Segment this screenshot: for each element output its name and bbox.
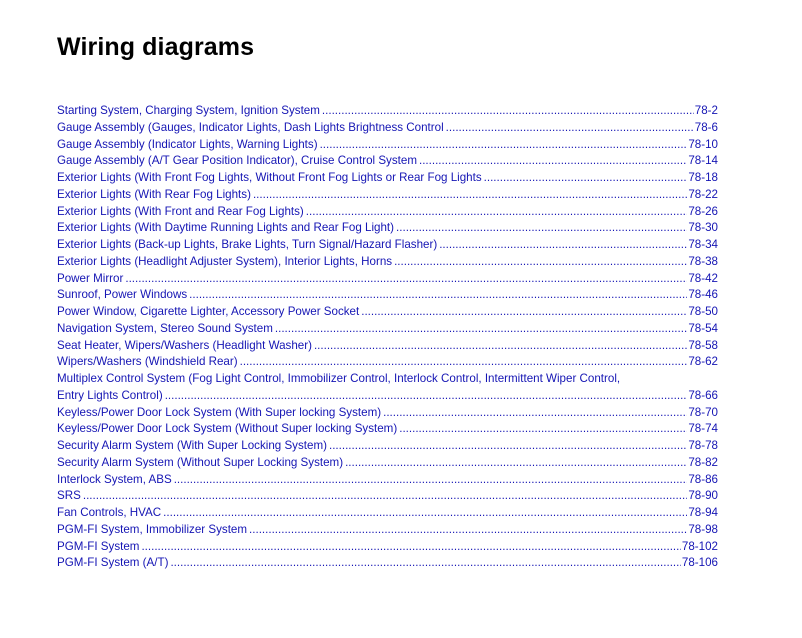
toc-entry[interactable]	[57, 271, 718, 288]
toc-entry[interactable]	[57, 371, 718, 405]
toc-entry-page: 78-66	[688, 388, 718, 402]
toc-entry[interactable]	[57, 455, 718, 472]
toc-entry-page: 78-102	[681, 539, 718, 553]
toc-entry[interactable]	[57, 555, 718, 572]
toc-entry-label: Power Mirror	[57, 271, 124, 285]
dot-leader	[439, 237, 687, 254]
toc-entry-label: PGM-FI System (A/T)	[57, 556, 169, 570]
toc-entry[interactable]	[57, 321, 718, 338]
toc-entry-page: 78-10	[688, 137, 718, 151]
toc-entry[interactable]	[57, 187, 718, 204]
dot-leader	[396, 220, 687, 237]
toc-entry-label: Keyless/Power Door Lock System (With Super locking System)	[57, 405, 382, 419]
dot-leader	[306, 204, 688, 221]
toc-entry-label: Exterior Lights (With Rear Fog Lights)	[57, 187, 251, 201]
toc-entry-page: 78-26	[688, 204, 718, 218]
toc-entry-label-line1: Multiplex Control System (Fog Light Control, Immobilizer Control, Interlock Control, Intermittent Wiper Control,	[57, 372, 621, 385]
toc-entry-label: Navigation System, Stereo Sound System	[57, 321, 273, 335]
toc-entry-page: 78-42	[688, 271, 718, 285]
toc-entry[interactable]	[57, 103, 718, 120]
toc-entry[interactable]	[57, 405, 718, 422]
toc-entry[interactable]	[57, 354, 718, 371]
dot-leader	[253, 187, 687, 204]
toc-entry-label: Sunroof, Power Windows	[57, 288, 188, 302]
dot-leader	[83, 488, 688, 505]
toc-entry[interactable]	[57, 204, 718, 221]
toc-entry-label: PGM-FI System, Immobilizer System	[57, 522, 248, 536]
dot-leader	[141, 539, 680, 556]
toc-entry-label: Security Alarm System (With Super Locking System)	[57, 439, 327, 452]
dot-leader	[165, 388, 688, 405]
toc-entry-page: 78-22	[688, 187, 718, 201]
toc-entry-label: Wipers/Washers (Windshield Rear)	[57, 355, 238, 369]
toc-entry-page: 78-34	[688, 238, 718, 251]
toc-entry-label: SRS	[57, 489, 81, 503]
toc-entry-label: Exterior Lights (Headlight Adjuster System), Interior Lights, Horns	[57, 254, 393, 268]
dot-leader	[174, 472, 688, 489]
toc-entry[interactable]	[57, 120, 718, 137]
toc-entry[interactable]	[57, 287, 718, 304]
toc-entry-page: 78-70	[688, 405, 718, 419]
toc-entry-label: Security Alarm System (Without Super Locking System)	[57, 455, 344, 469]
toc-entry-page: 78-90	[688, 489, 718, 503]
toc-entry[interactable]	[57, 137, 718, 154]
toc-entry-label: Interlock System, ABS	[57, 472, 172, 486]
toc-entry-page: 78-46	[688, 288, 718, 302]
dot-leader	[322, 103, 694, 120]
dot-leader	[383, 405, 687, 422]
toc-entry-page: 78-82	[688, 455, 718, 469]
toc-entry-page: 78-54	[688, 321, 718, 335]
toc-entry[interactable]	[57, 220, 718, 237]
toc-entry[interactable]	[57, 254, 718, 271]
toc-entry-label: Exterior Lights (With Front and Rear Fog Lights)	[57, 204, 304, 218]
toc-entry-page: 78-86	[688, 472, 718, 486]
toc-entry-label: PGM-FI System	[57, 539, 140, 553]
dot-leader	[361, 304, 687, 321]
dot-leader	[484, 170, 688, 187]
toc-entry-label: Starting System, Charging System, Ignition System	[57, 104, 320, 117]
toc-entry-page: 78-106	[681, 556, 718, 570]
toc-entry-label: Exterior Lights (With Front Fog Lights, Without Front Fog Lights or Rear Fog Lights	[57, 171, 482, 184]
toc-entry[interactable]	[57, 539, 718, 556]
dot-leader	[394, 254, 687, 271]
dot-leader	[446, 120, 694, 137]
toc-entry[interactable]	[57, 472, 718, 489]
toc-entry-label: Seat Heater, Wipers/Washers (Headlight Washer)	[57, 338, 312, 352]
dot-leader	[170, 555, 680, 572]
toc-entry[interactable]	[57, 338, 718, 355]
toc-entry-page: 78-50	[688, 305, 718, 318]
toc-entry[interactable]	[57, 421, 718, 438]
toc-list	[57, 103, 718, 572]
toc-entry-label: Gauge Assembly (A/T Gear Position Indicator), Cruise Control System	[57, 154, 417, 168]
toc-entry[interactable]	[57, 170, 718, 187]
toc-entry-page: 78-38	[688, 254, 718, 268]
toc-entry[interactable]	[57, 522, 718, 539]
toc-entry-page: 78-62	[688, 355, 718, 369]
toc-entry-page: 78-58	[688, 338, 718, 352]
dot-leader	[125, 271, 687, 288]
toc-entry[interactable]	[57, 438, 718, 455]
toc-entry-label: Fan Controls, HVAC	[57, 506, 162, 519]
toc-entry-label: Exterior Lights (With Daytime Running Lights and Rear Fog Light)	[57, 221, 395, 235]
toc-entry-page: 78-74	[688, 422, 718, 436]
toc-entry[interactable]	[57, 153, 718, 170]
toc-entry-page: 78-94	[688, 506, 718, 519]
toc-entry[interactable]	[57, 488, 718, 505]
toc-entry[interactable]	[57, 304, 718, 321]
dot-leader	[275, 321, 687, 338]
toc-entry-page: 78-78	[688, 439, 718, 452]
dot-leader	[189, 287, 687, 304]
dot-leader	[419, 153, 687, 170]
dot-leader	[163, 505, 687, 522]
dot-leader	[249, 522, 687, 539]
dot-leader	[399, 421, 687, 438]
dot-leader	[240, 354, 688, 371]
toc-entry-label: Keyless/Power Door Lock System (Without Super locking System)	[57, 422, 398, 436]
toc-entry-page: 78-14	[688, 154, 718, 168]
toc-entry-label: Gauge Assembly (Indicator Lights, Warning Lights)	[57, 137, 318, 151]
toc-entry[interactable]	[57, 505, 718, 522]
dot-leader	[329, 438, 687, 455]
dot-leader	[320, 137, 688, 154]
dot-leader	[345, 455, 687, 472]
page-title: Wiring diagrams	[57, 33, 255, 61]
toc-entry-page: 78-2	[694, 104, 718, 117]
toc-entry-label: Entry Lights Control)	[57, 388, 163, 402]
toc-entry-page: 78-30	[688, 221, 718, 235]
toc-entry-page: 78-18	[688, 171, 718, 184]
toc-entry-label: Gauge Assembly (Gauges, Indicator Lights, Dash Lights Brightness Control	[57, 120, 444, 134]
toc-entry-label: Exterior Lights (Back-up Lights, Brake Lights, Turn Signal/Hazard Flasher)	[57, 238, 438, 251]
toc-entry-label: Power Window, Cigarette Lighter, Accessory Power Socket	[57, 305, 360, 318]
toc-entry[interactable]	[57, 237, 718, 254]
toc-entry-page: 78-98	[688, 522, 718, 536]
toc-entry-page: 78-6	[694, 120, 718, 134]
dot-leader	[314, 338, 687, 355]
